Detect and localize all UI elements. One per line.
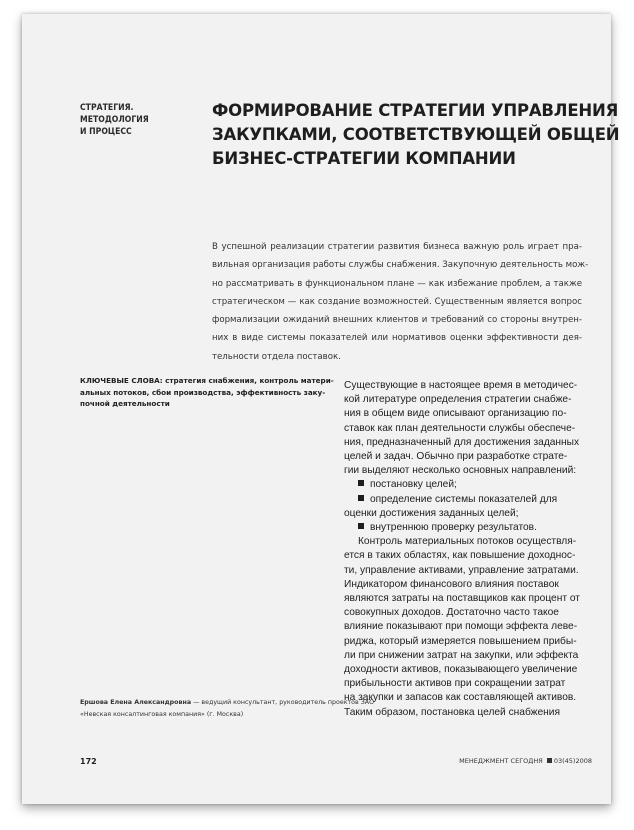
section-label	[80, 102, 175, 138]
square-separator-icon	[547, 758, 552, 763]
journal-footer	[422, 757, 592, 765]
list-item	[344, 521, 592, 535]
body-line: являются затраты на поставщиков как процент от	[344, 593, 580, 605]
body-line: Контроль материальных потоков осуществля-	[358, 536, 577, 548]
body-line: Существующие в настоящее время в методичес-	[344, 380, 578, 391]
section-label-line: И ПРОЦЕСС	[80, 127, 132, 137]
body-line: гии выделяют несколько основных направлений:	[344, 465, 577, 477]
lead-line: них в виде системы показателей или нормативов оценки эффективности дея-	[212, 333, 582, 344]
list-item-text: постановку целей;	[370, 479, 457, 491]
keywords-line: альных потоков, сбои производства, эффективность заку-	[80, 387, 326, 397]
body-line: доходности активов, показывающего увеличение	[344, 664, 578, 676]
author-line	[80, 697, 375, 709]
body-line: Таким образом, постановка целей снабжения	[344, 706, 560, 718]
lead-line: В успешной реализации стратегии развития бизнеса важную роль играет пра-	[212, 242, 582, 252]
list-item-continuation: оценки достижения заданных целей;	[344, 507, 519, 519]
body-line: риджа, который измеряется повышением прибы-	[344, 635, 577, 647]
body-line: ти, управление активами, управление затратами.	[344, 564, 579, 576]
title-line: ЗАКУПКАМИ, СООТВЕТСТВУЮЩЕЙ ОБЩЕЙ	[212, 125, 620, 144]
list-item-text: внутреннюю проверку результатов.	[370, 522, 537, 534]
body-line: ния в общем виде описывают организацию по-	[344, 408, 567, 420]
journal-name: МЕНЕДЖМЕНТ СЕГОДНЯ	[459, 757, 543, 765]
author-role: — ведущий консультант, руководитель проектов ЗАО	[191, 699, 375, 706]
keywords-line: КЛЮЧЕВЫЕ СЛОВА: стратегия снабжения, контроль матери-	[80, 376, 334, 385]
journal-issue: 03(45)2008	[553, 757, 592, 765]
body-line: ли при снижении затрат на закупки, или эффекта	[344, 649, 579, 661]
body-line: ется в таких областях, как повышение доходнос-	[344, 550, 576, 562]
body-line: целей и задач. Обычно при разработке страте-	[344, 451, 568, 463]
lead-line: стратегическом — как создание возможностей. Существенным является вопрос	[212, 296, 582, 307]
title-line: БИЗНЕС-СТРАТЕГИИ КОМПАНИИ	[212, 149, 516, 168]
document-page	[22, 14, 620, 804]
body-line: ставок как план деятельности службы обеспече-	[344, 422, 576, 434]
lead-line: формализации ожиданий внешних клиентов и требований со стороны внутрен-	[212, 315, 582, 326]
list-item	[344, 493, 592, 507]
lead-line: тельности отдела поставок.	[212, 351, 341, 362]
section-label-line: СТРАТЕГИЯ.	[80, 103, 134, 113]
body-line: на закупки и запасов как составляющей активов.	[344, 692, 577, 704]
keywords-block	[80, 375, 334, 410]
bullet-square-icon	[358, 495, 364, 501]
page-number: 172	[80, 757, 97, 766]
lead-paragraph	[212, 238, 589, 366]
author-name: Ершова Елена Александровна	[80, 699, 192, 706]
section-label-line: МЕТОДОЛОГИЯ	[80, 115, 149, 125]
body-line: Индикатором финансового влияния поставок	[344, 578, 559, 590]
body-line: прибыльности активов при сокращении затрат	[344, 678, 566, 690]
bullet-square-icon	[358, 523, 364, 529]
list-item-text: определение системы показателей для	[370, 493, 558, 505]
author-info	[80, 697, 375, 720]
bullet-square-icon	[358, 480, 364, 486]
body-line: ния, предназначенный для достижения заданных	[344, 436, 580, 448]
body-line: влияние показывают при помощи эффекта леве-	[344, 621, 578, 633]
keywords-line: почной деятельности	[80, 399, 170, 408]
list-item	[344, 478, 592, 492]
body-line: кой литературе определения стратегии снабже-	[344, 394, 572, 406]
article-title	[212, 99, 620, 171]
body-line: совокупных доходов. Достаточно часто такое	[344, 607, 559, 619]
author-company: «Невская консалтинговая компания» (г. Москва)	[80, 710, 244, 718]
title-line: ФОРМИРОВАНИЕ СТРАТЕГИИ УПРАВЛЕНИЯ	[212, 101, 619, 120]
lead-line: но рассматривать в функциональном плане — как избежание проблем, а также	[212, 278, 582, 289]
lead-line: вильная организация работы службы снабжения. Закупочную деятельность мож-	[212, 260, 589, 271]
body-column	[344, 379, 592, 720]
